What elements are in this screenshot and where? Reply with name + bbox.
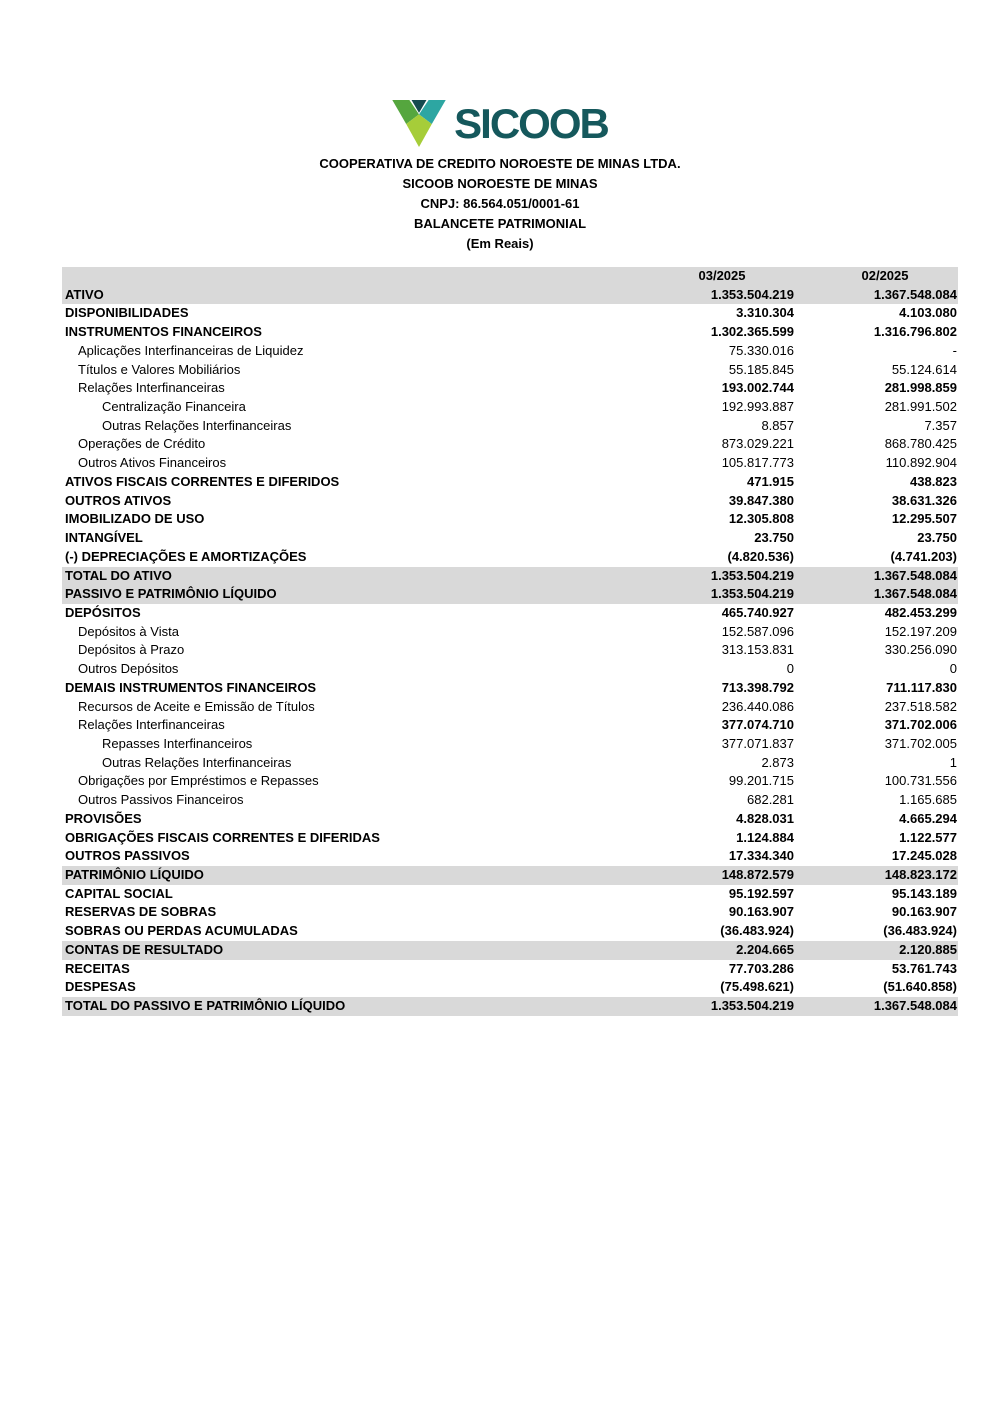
table-row [62,903,958,922]
value-02-2025: 152.197.209 [884,623,957,639]
row-label: PASSIVO E PATRIMÔNIO LÍQUIDO [65,586,277,602]
table-row [62,510,958,529]
value-03-2025: 152.587.096 [721,623,794,639]
value-02-2025: 55.124.614 [891,361,957,377]
row-label: Outras Relações Interfinanceiras [102,754,292,770]
value-03-2025: 8.857 [761,417,794,433]
table-row [62,810,958,829]
row-label: Outros Depósitos [78,661,179,677]
row-label: PATRIMÔNIO LÍQUIDO [65,867,204,882]
balance-table-rows [62,286,958,1016]
row-label: CAPITAL SOCIAL [65,885,173,901]
row-label: Relações Interfinanceiras [78,380,225,396]
table-row [62,847,958,866]
table-row [62,641,958,660]
value-02-2025: 371.702.006 [884,717,957,733]
value-02-2025: 2.120.885 [899,941,957,957]
table-row [62,417,958,436]
cnpj: CNPJ: 86.564.051/0001-61 [420,196,580,211]
value-03-2025: 2.204.665 [736,941,794,957]
table-row [62,379,958,398]
value-03-2025: 713.398.792 [721,679,794,695]
value-02-2025: 12.295.507 [891,511,957,527]
row-label: Recursos de Aceite e Emissão de Títulos [78,698,315,714]
table-row [62,829,958,848]
value-02-2025: 1.122.577 [899,829,957,845]
row-label: TOTAL DO PASSIVO E PATRIMÔNIO LÍQUIDO [65,998,346,1014]
value-03-2025: 12.305.808 [728,511,794,527]
value-03-2025: 313.153.831 [721,642,794,658]
value-03-2025: 39.847.380 [728,492,794,508]
table-row [62,922,958,941]
row-label: Centralização Financeira [102,399,246,415]
row-label: OBRIGAÇÕES FISCAIS CORRENTES E DIFERIDAS [65,829,380,845]
value-03-2025: 1.353.504.219 [710,586,794,602]
table-row [62,660,958,679]
value-03-2025: 192.993.887 [721,399,794,415]
value-02-2025: 17.245.028 [891,848,957,864]
row-label: ATIVO [65,286,104,302]
sicoob-wordmark: SICOOB [454,100,608,147]
value-03-2025: 377.071.837 [721,735,794,751]
table-row [62,866,958,885]
currency-note: (Em Reais) [466,236,534,251]
row-label: OUTROS ATIVOS [65,492,172,508]
value-03-2025: (36.483.924) [720,923,794,939]
value-03-2025: 682.281 [747,792,794,808]
table-row [62,492,958,511]
value-02-2025: 95.143.189 [891,885,957,901]
value-02-2025: (36.483.924) [883,923,957,939]
value-02-2025: 482.453.299 [884,604,957,620]
row-label: Outros Ativos Financeiros [78,455,227,471]
value-02-2025: 1 [949,754,957,770]
value-03-2025: (4.820.536) [727,548,794,564]
value-03-2025: 0 [786,661,794,677]
value-02-2025: 237.518.582 [884,698,957,714]
table-row [62,772,958,791]
value-03-2025: 99.201.715 [728,773,794,789]
row-label: Repasses Interfinanceiros [102,735,253,751]
table-row [62,323,958,342]
value-02-2025: 330.256.090 [884,642,957,658]
table-row [62,604,958,623]
table-row [62,473,958,492]
value-02-2025: (51.640.858) [883,979,957,995]
table-row [62,791,958,810]
table-row [62,698,958,717]
value-02-2025: 7.357 [924,417,957,433]
value-03-2025: 4.828.031 [736,810,794,826]
row-label: TOTAL DO ATIVO [65,567,172,583]
value-03-2025: 148.872.579 [721,867,794,882]
value-03-2025: 236.440.086 [721,698,794,714]
row-label: Relações Interfinanceiras [78,717,225,733]
row-label: INSTRUMENTOS FINANCEIROS [65,324,262,340]
table-row [62,978,958,997]
value-03-2025: 377.074.710 [721,717,794,733]
value-02-2025: 438.823 [910,473,957,489]
table-row [62,885,958,904]
row-label: RESERVAS DE SOBRAS [65,904,217,920]
table-row [62,960,958,979]
value-02-2025: 110.892.904 [885,455,957,471]
value-03-2025: 1.353.504.219 [710,286,794,302]
value-03-2025: 1.124.884 [736,829,794,845]
value-02-2025: 711.117.830 [886,679,957,695]
row-label: ATIVOS FISCAIS CORRENTES E DIFERIDOS [65,473,340,489]
value-02-2025: 1.367.548.084 [873,586,957,602]
table-header-row [62,267,958,286]
table-row [62,716,958,735]
value-02-2025: 1.367.548.084 [873,998,957,1014]
value-03-2025: 873.029.221 [721,436,794,452]
value-03-2025: 23.750 [754,530,794,546]
table-row [62,941,958,960]
value-03-2025: 465.740.927 [721,604,794,620]
value-02-2025: 4.103.080 [899,305,957,321]
table-row [62,754,958,773]
value-02-2025: 1.316.796.802 [873,324,957,340]
value-02-2025: 100.731.556 [884,773,957,789]
value-03-2025: 1.353.504.219 [710,567,794,583]
value-02-2025: 53.761.743 [891,960,957,976]
table-row [62,454,958,473]
row-label: Depósitos à Vista [78,623,179,639]
value-02-2025: 0 [949,661,957,677]
table-row [62,679,958,698]
row-label: Obrigações por Empréstimos e Repasses [78,773,319,789]
row-label: DEMAIS INSTRUMENTOS FINANCEIROS [65,679,317,695]
row-label: SOBRAS OU PERDAS ACUMULADAS [65,923,298,939]
table-row [62,529,958,548]
value-02-2025: 148.823.172 [884,867,957,882]
value-02-2025: 281.998.859 [884,380,957,396]
table-row [62,567,958,586]
row-label: INTANGÍVEL [65,530,143,546]
document-title: BALANCETE PATRIMONIAL [413,216,587,231]
row-label: Operações de Crédito [78,436,206,452]
row-label: PROVISÕES [65,810,142,826]
table-row [62,735,958,754]
value-02-2025: 1.165.685 [899,792,957,808]
row-label: Aplicações Interfinanceiras de Liquidez [78,342,304,358]
table-row [62,997,958,1016]
value-03-2025: 2.873 [761,754,794,770]
value-03-2025: 90.163.907 [728,904,794,920]
table-row [62,623,958,642]
value-03-2025: 77.703.286 [728,960,794,976]
value-03-2025: 471.915 [747,473,794,489]
value-02-2025: 38.631.326 [891,492,957,508]
value-03-2025: 17.334.340 [728,848,794,864]
balance-sheet-table [62,267,958,1016]
value-02-2025: 281.991.502 [884,399,957,415]
value-03-2025: 3.310.304 [736,305,794,321]
value-03-2025: 1.302.365.599 [710,324,794,340]
value-02-2025: 1.367.548.084 [873,567,957,583]
row-label: Outras Relações Interfinanceiras [102,417,292,433]
company-name: COOPERATIVA DE CREDITO NOROESTE DE MINAS LTDA. [319,156,681,171]
value-02-2025: 371.702.005 [884,735,957,751]
row-label: (-) DEPRECIAÇÕES E AMORTIZAÇÕES [65,548,307,564]
value-02-2025: 23.750 [917,530,957,546]
cooperative-name: SICOOB NOROESTE DE MINAS [402,176,598,191]
row-label: RECEITAS [65,960,130,976]
value-03-2025: 75.330.016 [728,342,794,358]
row-label: Outros Passivos Financeiros [78,792,244,808]
value-03-2025: 1.353.504.219 [710,998,794,1014]
column-header-03-2025: 03/2025 [698,268,746,283]
table-row [62,548,958,567]
row-label: DISPONIBILIDADES [65,305,189,321]
value-02-2025: 868.780.425 [884,436,957,452]
value-02-2025: 90.163.907 [891,904,957,920]
value-03-2025: 95.192.597 [728,885,794,901]
table-row [62,304,958,323]
value-03-2025: 193.002.744 [721,380,794,396]
table-row [62,398,958,417]
row-label: Títulos e Valores Mobiliários [78,361,241,377]
value-03-2025: 105.817.773 [721,455,794,471]
table-row [62,286,958,305]
value-02-2025: 4.665.294 [899,810,957,826]
column-header-02-2025: 02/2025 [861,268,909,283]
table-row [62,361,958,380]
sicoob-chevron-icon [392,100,446,147]
value-03-2025: (75.498.621) [720,979,794,995]
row-label: OUTROS PASSIVOS [65,848,190,864]
value-02-2025: 1.367.548.084 [873,286,957,302]
table-row [62,342,958,361]
value-03-2025: 55.185.845 [728,361,794,377]
table-row [62,585,958,604]
row-label: IMOBILIZADO DE USO [65,511,205,527]
row-label: Depósitos à Prazo [78,642,185,658]
sicoob-logo [0,100,1000,147]
row-label: DESPESAS [65,979,136,995]
document-header [0,154,1000,254]
value-02-2025: (4.741.203) [890,548,957,564]
row-label: CONTAS DE RESULTADO [65,941,224,957]
row-label: DEPÓSITOS [65,604,141,620]
table-row [62,435,958,454]
value-02-2025: - [952,342,957,358]
